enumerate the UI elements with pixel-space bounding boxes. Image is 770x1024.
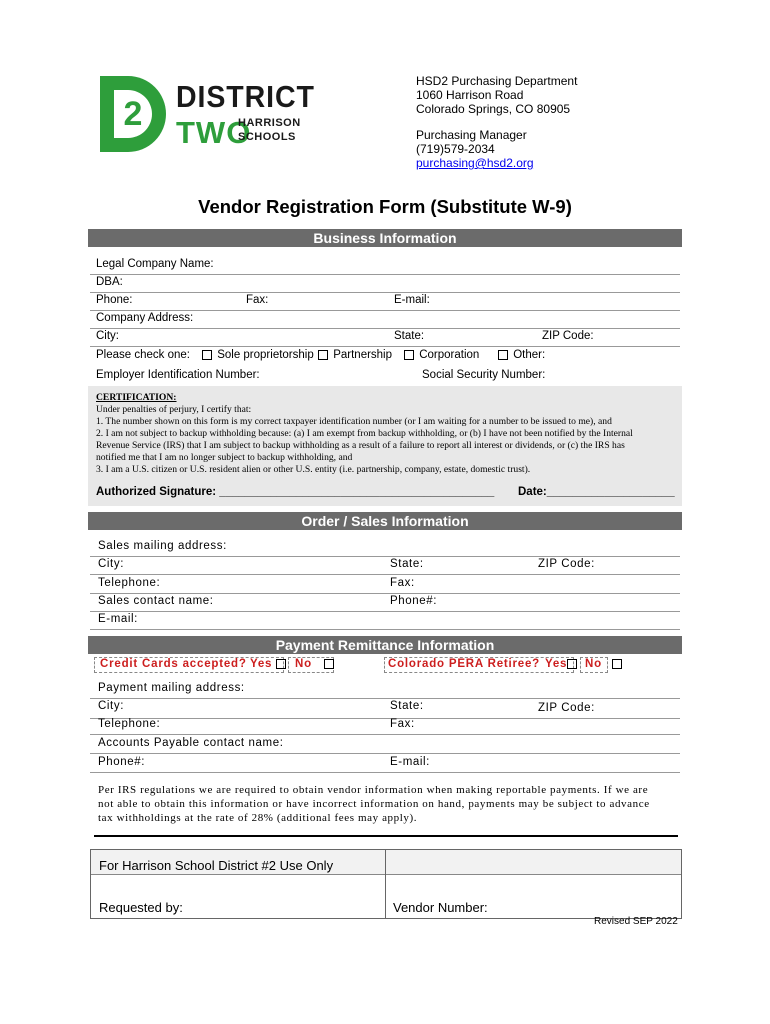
- vendor-number-field[interactable]: Vendor Number:: [393, 900, 488, 915]
- entity-type-row: Please check one: Sole proprietorship Partnership Corporation Other:: [96, 349, 546, 361]
- address-dept: HSD2 Purchasing Department: [416, 74, 578, 88]
- checkbox-partnership[interactable]: Partnership: [318, 349, 392, 361]
- sales-mailing-field[interactable]: Sales mailing address:: [90, 538, 680, 557]
- logo-word-two: TWO: [176, 115, 252, 150]
- certification-block: CERTIFICATION: Under penalties of perjury, I certify that: 1. The number shown on this form is my correct taxpayer identification number (or I am waiting for a number to be issued to me), and 2. I am not subject to backup withholding because: (a) I am exempt from backup withholding, or (b) I have not been notified by the Internal Revenue Service (IRS) that I am subject to backup withholding as a result of a failure to report all interest or dividends, or (c) the IRS has notified me that I am no longer subject to backup withholding, and 3. I am a U.S. citizen or U.S. resident alien or other U.S. entity (i.e. partnership, company, estate, domestic trust).: [88, 386, 682, 506]
- checkbox-other[interactable]: Other:: [498, 349, 545, 361]
- sales-city-label[interactable]: City:: [98, 558, 124, 570]
- ein-label[interactable]: Employer Identification Number:: [96, 369, 260, 381]
- sales-contact-label[interactable]: Sales contact name:: [98, 595, 214, 607]
- dba-field[interactable]: DBA:: [90, 274, 680, 293]
- sales-fax-label[interactable]: Fax:: [390, 577, 415, 589]
- phone-label[interactable]: Phone:: [96, 294, 133, 306]
- office-use-title: For Harrison School District #2 Use Only: [99, 858, 334, 873]
- payment-fax-label[interactable]: Fax:: [390, 718, 415, 730]
- business-info-header: Business Information: [88, 229, 682, 247]
- checkbox-corporation[interactable]: Corporation: [404, 349, 479, 361]
- cc-no-checkbox[interactable]: No: [295, 658, 336, 670]
- office-use-table: [90, 849, 682, 919]
- revision-date: Revised SEP 2022: [594, 916, 678, 927]
- cc-accepted-label: Credit Cards accepted?: [100, 658, 247, 670]
- payment-phone-row: [90, 716, 680, 734]
- payment-telephone-label[interactable]: Telephone:: [98, 718, 161, 730]
- address-street: 1060 Harrison Road: [416, 88, 524, 102]
- payment-email-label[interactable]: E-mail:: [390, 756, 430, 768]
- city-state-zip-row: [90, 328, 680, 347]
- address-title: Purchasing Manager: [416, 128, 527, 142]
- sales-phone-row: [90, 575, 680, 594]
- pera-yes-checkbox[interactable]: Yes: [545, 658, 579, 670]
- sales-state-label[interactable]: State:: [390, 558, 424, 570]
- payment-city-label[interactable]: City:: [98, 700, 124, 712]
- requested-by-field[interactable]: Requested by:: [99, 900, 183, 915]
- sales-telephone-label[interactable]: Telephone:: [98, 577, 161, 589]
- address-city: Colorado Springs, CO 80905: [416, 102, 571, 116]
- form-title: Vendor Registration Form (Substitute W-9): [198, 196, 572, 217]
- logo-word-harrison-schools: HARRISON SCHOOLS: [238, 117, 301, 143]
- irs-notice: Per IRS regulations we are required to obtain vendor information when making reportable payments. If we are not able to obtain this information or have incorrect information on hand, payments may be subject to advance tax withholdings at the rate of 28% (additional fees may apply).: [98, 784, 650, 824]
- zip-label[interactable]: ZIP Code:: [542, 330, 594, 342]
- city-label[interactable]: City:: [96, 330, 119, 342]
- state-label[interactable]: State:: [394, 330, 425, 342]
- payment-zip-label[interactable]: ZIP Code:: [538, 702, 595, 714]
- address-phone: (719)579-2034: [416, 142, 495, 156]
- ap-contact-field[interactable]: Accounts Payable contact name:: [90, 734, 680, 754]
- payment-remittance-header: Payment Remittance Information: [88, 636, 682, 654]
- payment-phone-label[interactable]: Phone#:: [98, 756, 146, 768]
- sales-city-row: [90, 556, 680, 575]
- ssn-label[interactable]: Social Security Number:: [422, 369, 546, 381]
- order-sales-header: Order / Sales Information: [88, 512, 682, 530]
- certification-heading: CERTIFICATION:: [96, 392, 177, 403]
- sales-zip-label[interactable]: ZIP Code:: [538, 558, 595, 570]
- authorized-signature-field[interactable]: Authorized Signature: ___________________________________________: [96, 486, 495, 498]
- logo-numeral: 2: [123, 95, 143, 133]
- checkbox-sole-proprietorship[interactable]: Sole proprietorship: [202, 349, 314, 361]
- sales-phone-label[interactable]: Phone#:: [390, 595, 438, 607]
- address-email-link[interactable]: purchasing@hsd2.org: [416, 156, 534, 170]
- payment-contact-row: [90, 754, 680, 773]
- payment-mailing-field[interactable]: Payment mailing address:: [90, 680, 680, 699]
- company-address-field[interactable]: Company Address:: [90, 310, 680, 329]
- pera-retiree-label: Colorado PERA Retiree?: [388, 658, 541, 670]
- phone-fax-email-row: [90, 292, 680, 311]
- legal-name-field[interactable]: Legal Company Name:: [90, 256, 680, 275]
- divider-rule: [94, 835, 678, 837]
- payment-state-label[interactable]: State:: [390, 700, 424, 712]
- pera-no-checkbox[interactable]: No: [585, 658, 624, 670]
- fax-label[interactable]: Fax:: [246, 294, 269, 306]
- sales-contact-row: [90, 593, 680, 612]
- tax-id-row: [90, 367, 680, 385]
- logo-word-district: DISTRICT: [176, 79, 315, 114]
- address-block: [416, 74, 577, 170]
- district-logo: [100, 76, 315, 156]
- signature-date-field[interactable]: Date:____________________: [518, 486, 675, 498]
- email-label[interactable]: E-mail:: [394, 294, 430, 306]
- cc-yes-checkbox[interactable]: Yes: [250, 658, 288, 670]
- sales-email-field[interactable]: E-mail:: [90, 611, 680, 630]
